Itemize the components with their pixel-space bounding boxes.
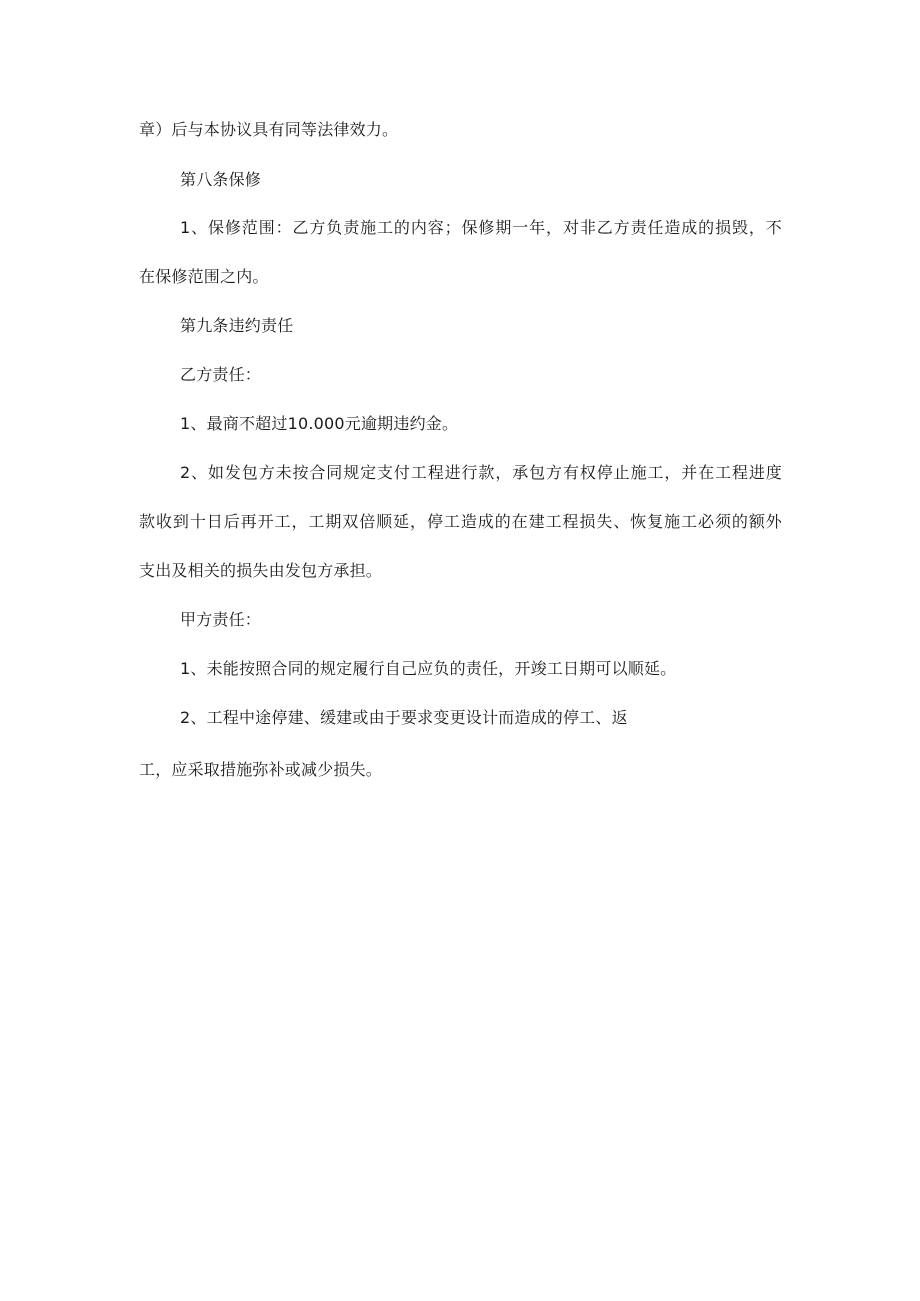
paragraph-continuation: 章）后与本协议具有同等法律效力。 [139,120,399,139]
party-a-clause-2-line-1: 2、工程中途停建、缓建或由于要求变更设计而造成的停工、返 [180,708,628,727]
warranty-clause-1-line-2: 在保修范围之内。 [139,267,269,286]
party-b-clause-2-line-1: 2、如发包方未按合同规定支付工程进行款，承包方有权停止施工，并在工程进度 [180,463,782,482]
party-a-clause-2-line-2: 工，应采取措施弥补或减少损失。 [139,760,383,779]
warranty-clause-1-line-1: 1、保修范围：乙方负责施工的内容；保修期一年，对非乙方责任造成的损毁，不 [180,218,782,237]
party-b-clause-1: 1、最商不超过10.000元逾期违约金。 [180,414,459,433]
party-b-clause-2-line-3: 支出及相关的损失由发包方承担。 [139,561,383,580]
section-heading-liability: 第九条违约责任 [180,316,294,335]
party-a-heading: 甲方责任： [180,610,262,629]
party-b-heading: 乙方责任： [180,365,262,384]
party-a-clause-1: 1、未能按照合同的规定履行自己应负的责任，开竣工日期可以顺延。 [180,659,677,678]
section-heading-warranty: 第八条保修 [180,170,262,189]
party-b-clause-2-line-2: 款收到十日后再开工，工期双倍顺延，停工造成的在建工程损失、恢复施工必须的额外 [139,512,782,531]
